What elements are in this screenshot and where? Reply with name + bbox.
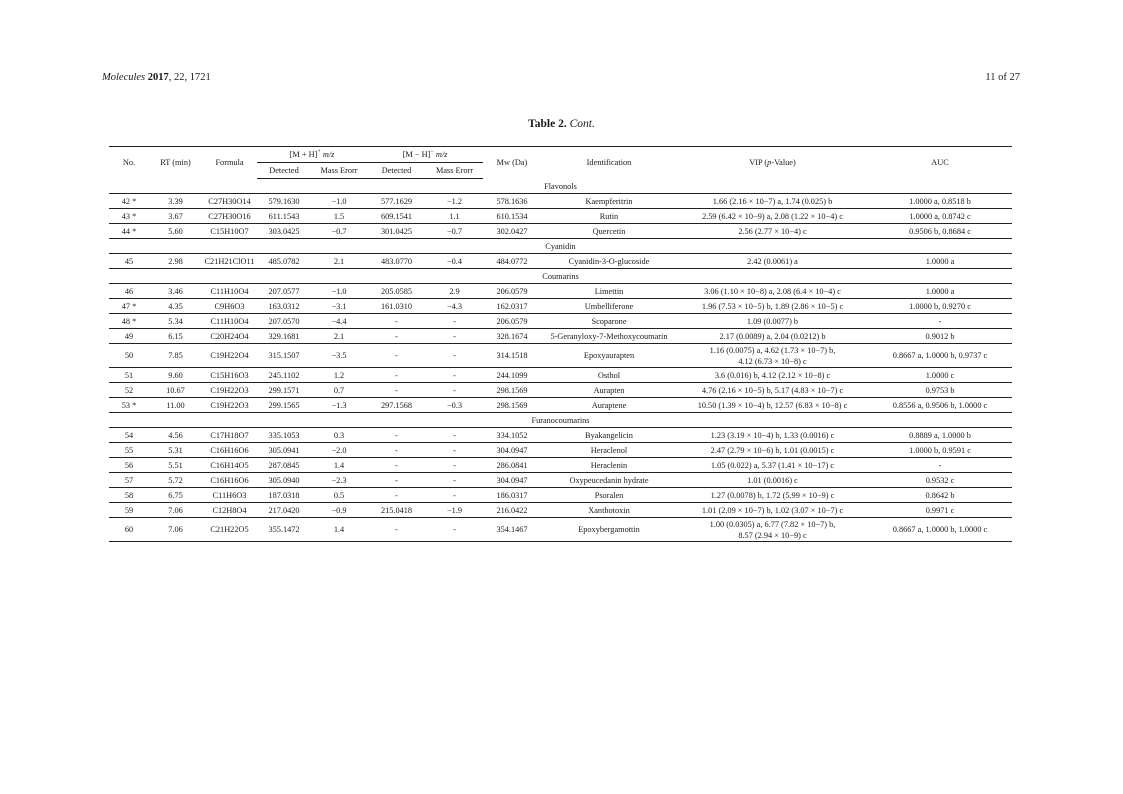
cell-rt: 7.06 [149,503,202,518]
cell-detected-positive: 315.1507 [257,344,311,368]
cell-rt: 5.60 [149,224,202,239]
cell-identification: Oxypeucedanin hydrate [541,473,677,488]
col-identification: Identification [586,158,632,168]
cell-rt: 5.31 [149,443,202,458]
cell-formula: C17H18O7 [202,428,257,443]
cell-mw: 334.1052 [483,428,541,443]
cell-mw: 328.1674 [483,329,541,344]
section-header [109,413,1012,428]
cell-auc: 0.8642 b [868,488,1012,503]
cell-formula: C11H10O4 [202,314,257,329]
cell-mass-error-positive: 1.2 [311,368,367,383]
cell-detected-positive: 355.1472 [268,525,300,534]
cell-mass-error-negative: 1.1 [426,209,483,224]
cell-vip: 2.59 (6.42 × 10−9) a, 2.08 (1.22 × 10−4) c [677,209,868,224]
cell-mass-error-negative: −4.3 [426,299,483,314]
cell-mw: 298.1569 [483,383,541,398]
cell-detected-positive: 611.1543 [257,209,311,224]
col-detected-positive: Detected [257,163,311,179]
cell-no: 47 * [109,299,149,314]
table-row [109,398,1012,413]
compound-table [109,146,1012,542]
table-row [109,503,1012,518]
cell-rt: 4.56 [149,428,202,443]
cell-vip [677,518,868,542]
cell-mass-error-positive: 1.5 [311,209,367,224]
cell-no: 50 [109,344,149,368]
table-row [109,299,1012,314]
table-row [109,428,1012,443]
cell-detected-positive: 207.0570 [257,314,311,329]
cell-auc: 1.0000 a [868,284,1012,299]
cell-detected-negative: 483.0770 [367,254,426,269]
cell-mw: 216.0422 [483,503,541,518]
cell-auc: - [868,458,1012,473]
cell-mass-error-positive: 0.3 [311,428,367,443]
cell-auc: 0.9506 b, 0.8684 c [868,224,1012,239]
cell-rt: 11.00 [149,398,202,413]
table-row [109,344,1012,368]
cell-identification: Scoparone [541,314,677,329]
cell-identification: Aurapten [541,383,677,398]
cell-detected-positive: 207.0577 [257,284,311,299]
cell-vip: 3.6 (0.016) b, 4.12 (2.12 × 10−8) c [677,368,868,383]
cell-auc: 0.8556 a, 0.9506 b, 1.0000 c [868,398,1012,413]
cell-mass-error-positive: −3.5 [311,344,367,368]
cell-detected-negative: 577.1629 [367,194,426,209]
cell-mass-error-negative: −0.7 [426,224,483,239]
section-title: Flavonols [109,179,1012,194]
cell-auc: 1.0000 b, 0.9270 c [868,299,1012,314]
col-rt: RT (min) [160,158,191,168]
cell-auc: 1.0000 a [868,254,1012,269]
cell-rt: 2.98 [149,254,202,269]
cell-mass-error-positive: 2.1 [311,254,367,269]
cell-no: 60 [124,525,134,534]
table-row [109,458,1012,473]
cell-mass-error-negative: −1.9 [426,503,483,518]
cell-formula: C16H16O6 [202,443,257,458]
cell-auc: 0.9971 c [868,503,1012,518]
table-row [109,368,1012,383]
cell-mw: 354.1467 [496,525,528,534]
cell-formula: C27H30O14 [202,194,257,209]
cell-mw: 244.1099 [483,368,541,383]
section-title: Cyanidin [109,239,1012,254]
cell-identification: Osthol [541,368,677,383]
cell-auc: 1.0000 a, 0.8742 c [868,209,1012,224]
section-title: Furanocoumarins [109,413,1012,428]
cell-auc: 0.8667 a, 1.0000 b, 0.9737 c [868,344,1012,368]
cell-identification: Cyanidin-3-O-glucoside [541,254,677,269]
cell-rt: 9.60 [149,368,202,383]
cell-mass-error-negative: - [453,525,456,534]
cell-detected-positive: 335.1053 [257,428,311,443]
cell-mw: 304.0947 [483,473,541,488]
cell-rt: 7.85 [149,344,202,368]
cell-mass-error-positive: 2.1 [311,329,367,344]
cell-detected-positive: 217.0420 [257,503,311,518]
section-header [109,239,1012,254]
cell-detected-negative: - [367,443,426,458]
table-row [109,254,1012,269]
cell-formula: C15H10O7 [202,224,257,239]
cell-identification: Heraclenol [541,443,677,458]
cell-mw: 302.0427 [483,224,541,239]
cell-vip: 1.27 (0.0078) b, 1.72 (5.99 × 10−9) c [677,488,868,503]
cell-no: 42 * [109,194,149,209]
cell-rt: 3.67 [149,209,202,224]
cell-no: 46 [109,284,149,299]
col-group-negative: [M − H]− m/z [367,147,483,163]
cell-mass-error-negative: - [426,314,483,329]
cell-mass-error-positive: 0.5 [311,488,367,503]
col-mass-error-negative: Mass Erorr [426,163,483,179]
cell-vip: 2.42 (0.0061) a [677,254,868,269]
cell-detected-negative: - [367,329,426,344]
cell-formula: C21H21ClO11 [202,254,257,269]
cell-detected-positive: 305.0941 [257,443,311,458]
cell-vip: 1.96 (7.53 × 10−5) b, 1.89 (2.86 × 10−5) c [677,299,868,314]
cell-auc: 0.8667 a, 1.0000 b, 1.0000 c [892,525,988,534]
cell-mass-error-negative: - [426,329,483,344]
cell-detected-positive: 187.0318 [257,488,311,503]
cell-formula: C9H6O3 [202,299,257,314]
cell-rt: 4.35 [149,299,202,314]
cell-identification: Xanthotoxin [541,503,677,518]
cell-detected-negative: - [367,368,426,383]
cell-identification: Limettin [541,284,677,299]
journal-year: 2017 [147,72,169,83]
cell-no: 58 [109,488,149,503]
cell-mw: 298.1569 [483,398,541,413]
cell-detected-positive: 163.0312 [257,299,311,314]
table-row [109,224,1012,239]
table-row [109,284,1012,299]
cell-auc: 0.9012 b [868,329,1012,344]
cell-no: 55 [109,443,149,458]
cell-mass-error-negative: 2.9 [426,284,483,299]
cell-mass-error-positive: −0.9 [311,503,367,518]
cell-identification: Umbelliferone [541,299,677,314]
cell-vip-line: 1.00 (0.0305) a, 6.77 (7.82 × 10−7) b, [709,519,836,529]
cell-rt: 5.34 [149,314,202,329]
cell-mw: 162.0317 [483,299,541,314]
cell-identification: Epoxybergamottin [578,525,640,534]
cell-mw: 304.0947 [483,443,541,458]
cell-mw: 314.1518 [483,344,541,368]
cell-vip: 2.56 (2.77 × 10−4) c [677,224,868,239]
cell-rt: 5.51 [149,458,202,473]
cell-detected-negative: - [367,344,426,368]
cell-detected-negative: 301.0425 [367,224,426,239]
cell-mass-error-positive: −0.7 [311,224,367,239]
cell-vip: 1.66 (2.16 × 10−7) a, 1.74 (0.025) b [677,194,868,209]
cell-mass-error-negative: - [426,344,483,368]
cell-detected-positive: 305.0940 [257,473,311,488]
cell-detected-positive: 303.0425 [257,224,311,239]
cell-no: 57 [109,473,149,488]
cell-detected-positive: 299.1571 [257,383,311,398]
cell-formula: C21H22O5 [210,525,249,534]
cell-detected-positive: 245.1102 [257,368,311,383]
cell-identification: Epoxyaurapten [541,344,677,368]
cell-rt: 6.15 [149,329,202,344]
cell-mass-error-positive: −2.3 [311,473,367,488]
cell-rt: 3.39 [149,194,202,209]
cell-vip: 1.09 (0.0077) b [677,314,868,329]
cell-no: 52 [109,383,149,398]
section-header [109,179,1012,194]
cell-formula: C19H22O4 [202,344,257,368]
cell-identification: Kaempferitrin [541,194,677,209]
cell-vip: 10.50 (1.39 × 10−4) b, 12.57 (6.83 × 10−8) c [677,398,868,413]
col-mw: Mw (Da) [496,158,528,168]
cell-auc: 1.0000 c [868,368,1012,383]
cell-formula: C11H6O3 [202,488,257,503]
cell-auc: 0.9753 b [868,383,1012,398]
cell-mass-error-negative: - [426,368,483,383]
cell-mass-error-negative: - [426,458,483,473]
cell-detected-negative: 215.0418 [367,503,426,518]
running-header-citation [102,72,211,83]
table-row [109,329,1012,344]
cell-no: 59 [109,503,149,518]
page-number: 11 of 27 [985,72,1020,83]
cell-no: 43 * [109,209,149,224]
cell-detected-positive: 485.0782 [257,254,311,269]
cell-detected-positive: 299.1565 [257,398,311,413]
cell-detected-positive: 579.1630 [257,194,311,209]
cell-no: 45 [109,254,149,269]
cell-vip: 2.17 (0.0089) a, 2.04 (0.0212) b [677,329,868,344]
cell-no: 44 * [109,224,149,239]
col-formula: Formula [215,158,244,168]
cell-mass-error-positive: 1.4 [311,458,367,473]
cell-mass-error-positive: −4.4 [311,314,367,329]
cell-mass-error-negative: - [426,473,483,488]
col-group-positive: [M + H]+ m/z [257,147,367,163]
cell-formula: C12H8O4 [202,503,257,518]
cell-detected-negative: - [367,473,426,488]
cell-vip: 4.76 (2.16 × 10−5) b, 5.17 (4.83 × 10−7) c [677,383,868,398]
cell-auc: 1.0000 b, 0.9591 c [868,443,1012,458]
cell-mass-error-negative: −0.4 [426,254,483,269]
cell-mass-error-negative: - [426,383,483,398]
cell-rt: 10.67 [149,383,202,398]
cell-mass-error-positive: −3.1 [311,299,367,314]
cell-no: 51 [109,368,149,383]
cell-no: 48 * [109,314,149,329]
cell-formula: C20H24O4 [202,329,257,344]
table-row [109,518,1012,542]
cell-mw: 578.1636 [483,194,541,209]
cell-detected-negative: 161.0310 [367,299,426,314]
cell-mass-error-positive: 1.4 [333,525,345,534]
table-row [109,488,1012,503]
cell-formula: C27H30O16 [202,209,257,224]
cell-mw: 206.0579 [483,314,541,329]
cell-rt: 3.46 [149,284,202,299]
cell-detected-negative: - [367,314,426,329]
cell-mass-error-positive: −1.0 [311,194,367,209]
cell-formula: C15H16O3 [202,368,257,383]
cell-vip: 2.47 (2.79 × 10−6) b, 1.01 (0.0015) c [677,443,868,458]
cell-vip: 1.23 (3.19 × 10−4) b, 1.33 (0.0016) c [677,428,868,443]
cell-mw: 484.0772 [483,254,541,269]
cell-vip: 1.05 (0.022) a, 5.37 (1.41 × 10−17) c [677,458,868,473]
cell-formula: C16H14O5 [202,458,257,473]
cell-formula: C19H22O3 [202,383,257,398]
cell-rt: 7.06 [168,525,183,534]
table-row [109,209,1012,224]
cell-formula: C19H22O3 [202,398,257,413]
table-row [109,314,1012,329]
cell-detected-negative: 205.0585 [367,284,426,299]
cell-identification: Auraptene [541,398,677,413]
table-caption-label: Table 2. [528,118,567,130]
table-row [109,473,1012,488]
cell-mass-error-negative: −0.3 [426,398,483,413]
cell-auc: - [868,314,1012,329]
table-caption [0,118,1123,130]
cell-auc: 0.8889 a, 1.0000 b [868,428,1012,443]
cell-auc: 0.9532 c [868,473,1012,488]
cell-no: 49 [109,329,149,344]
cell-mass-error-positive: 0.7 [311,383,367,398]
cell-mass-error-positive: −2.0 [311,443,367,458]
cell-detected-negative: 297.1568 [367,398,426,413]
cell-vip: 3.06 (1.10 × 10−8) a, 2.08 (6.4 × 10−4) c [677,284,868,299]
cell-identification: Byakangelicin [541,428,677,443]
cell-detected-negative: - [367,428,426,443]
cell-mw: 610.1534 [483,209,541,224]
table-caption-cont: Cont. [569,118,595,130]
col-no: No. [122,158,136,168]
cell-mw: 286.0841 [483,458,541,473]
cell-formula: C16H16O6 [202,473,257,488]
cell-vip: 1.01 (0.0016) c [677,473,868,488]
cell-detected-negative: - [367,383,426,398]
col-vip: VIP (p-Value) [749,158,796,168]
table-row [109,383,1012,398]
cell-mass-error-negative: - [426,428,483,443]
cell-detected-negative: - [367,458,426,473]
cell-mass-error-positive: −1.3 [311,398,367,413]
section-header [109,269,1012,284]
section-title: Coumarins [109,269,1012,284]
cell-identification: Heraclenin [541,458,677,473]
journal-name: Molecules [102,72,146,83]
cell-mw: 206.0579 [483,284,541,299]
table-body [109,179,1012,542]
cell-identification: Rutin [541,209,677,224]
cell-identification: Psoralen [541,488,677,503]
cell-formula: C11H10O4 [202,284,257,299]
cell-no: 54 [109,428,149,443]
table-row [109,194,1012,209]
col-mass-error-positive: Mass Erorr [311,163,367,179]
cell-vip: 1.01 (2.09 × 10−7) b, 1.02 (3.07 × 10−7) c [677,503,868,518]
cell-detected-positive: 287.0845 [257,458,311,473]
col-detected-negative: Detected [367,163,426,179]
cell-vip-line: 1.16 (0.0075) a, 4.62 (1.73 × 10−7) b, [709,345,836,355]
cell-mass-error-negative: −1.2 [426,194,483,209]
cell-mass-error-positive: −1.0 [311,284,367,299]
col-auc: AUC [931,158,949,168]
cell-mw: 186.0317 [483,488,541,503]
cell-detected-negative: 609.1541 [367,209,426,224]
journal-volume: , 22, 1721 [168,72,211,83]
cell-identification: 5-Geranyloxy-7-Methoxycoumarin [541,329,677,344]
cell-vip-line: 8.57 (2.94 × 10−9) c [738,530,807,540]
cell-vip [677,344,868,368]
cell-rt: 6.75 [149,488,202,503]
cell-auc: 1.0000 a, 0.8518 b [868,194,1012,209]
cell-vip-line: 4.12 (6.73 × 10−8) c [738,356,807,366]
cell-detected-negative: - [395,525,398,534]
cell-no: 53 * [109,398,149,413]
cell-identification: Quercetin [541,224,677,239]
cell-mass-error-negative: - [426,443,483,458]
cell-rt: 5.72 [149,473,202,488]
table-row [109,443,1012,458]
cell-mass-error-negative: - [426,488,483,503]
cell-detected-positive: 329.1681 [257,329,311,344]
cell-detected-negative: - [367,488,426,503]
cell-no: 56 [109,458,149,473]
